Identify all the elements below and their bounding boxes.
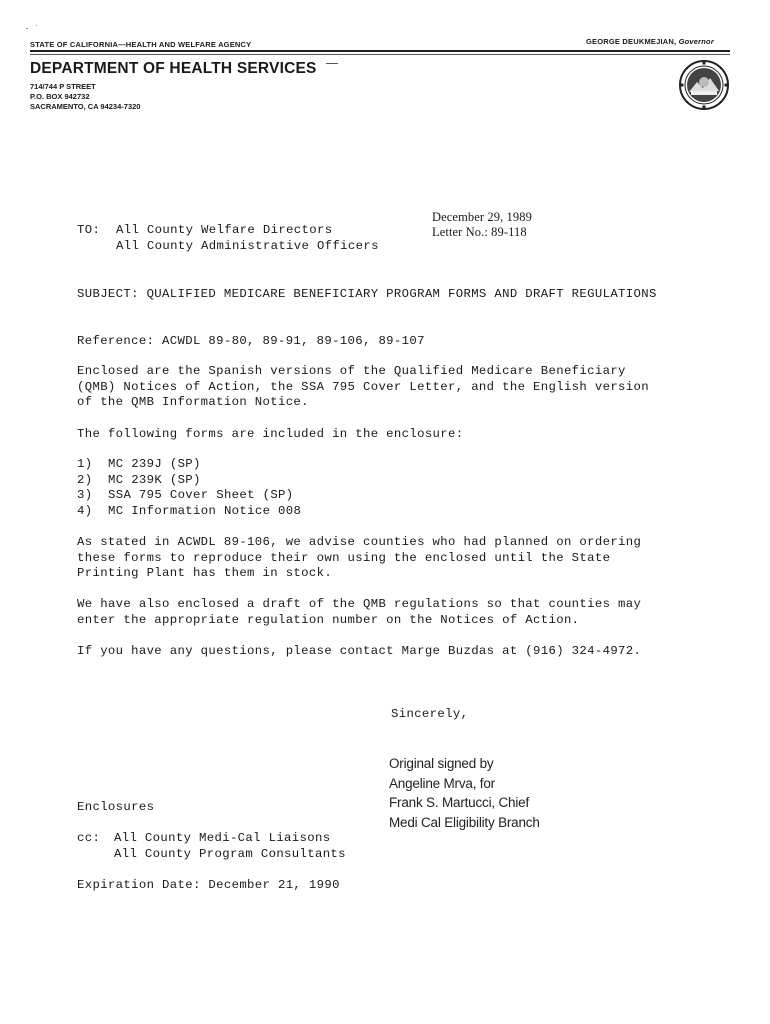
governor-title: Governor: [678, 37, 714, 46]
agency-line: STATE OF CALIFORNIA—HEALTH AND WELFARE AGENCY: [30, 40, 252, 49]
to-recipient: All County Welfare Directors: [116, 223, 333, 237]
paragraph-line: these forms to reproduce their own using the enclosed until the State: [77, 550, 611, 565]
closing: Sincerely,: [391, 707, 469, 721]
enclosures-label: Enclosures: [77, 800, 155, 814]
list-item-number: 1): [77, 457, 93, 471]
paragraph-line: enter the appropriate regulation number on the Notices of Action.: [77, 612, 580, 627]
expiration-date: Expiration Date: December 21, 1990: [77, 878, 340, 892]
address-line: 714/744 P STREET: [30, 82, 96, 91]
subject-line: SUBJECT: QUALIFIED MEDICARE BENEFICIARY PROGRAM FORMS AND DRAFT REGULATIONS: [77, 287, 657, 301]
reference-line: Reference: ACWDL 89-80, 89-91, 89-106, 89-107: [77, 334, 425, 348]
paragraph-stated: [77, 535, 641, 582]
address-line: SACRAMENTO, CA 94234-7320: [30, 102, 141, 111]
to-recipient: All County Administrative Officers: [116, 238, 379, 253]
scan-speck: [26, 28, 28, 29]
paragraph-line: of the QMB Information Notice.: [77, 395, 309, 409]
paragraph-draft: [77, 597, 641, 628]
governor-name: [586, 37, 714, 46]
signature-line: Medi Cal Eligibility Branch: [389, 814, 540, 830]
list-item-text: MC 239J (SP): [108, 457, 201, 471]
paragraph-contact: If you have any questions, please contact Marge Buzdas at (916) 324-4972.: [77, 644, 642, 658]
state-seal-icon: [679, 60, 729, 110]
list-item-text: MC Information Notice 008: [108, 503, 302, 518]
paragraph-line: (QMB) Notices of Action, the SSA 795 Cover Letter, and the English version: [77, 379, 649, 394]
signature-block: [389, 754, 540, 832]
cc-recipients: [114, 831, 346, 862]
letter-date: December 29, 1989: [432, 210, 532, 224]
governor-name-text: GEORGE DEUKMEJIAN,: [586, 37, 677, 46]
letter-number: Letter No.: 89-118: [432, 225, 527, 239]
cc-recipient: All County Medi-Cal Liaisons: [114, 831, 331, 845]
address-line: P.O. BOX 942732: [30, 92, 90, 101]
to-recipients: [116, 223, 379, 254]
date-block: [432, 210, 532, 240]
header-rule: [30, 50, 730, 52]
list-item: [77, 488, 301, 504]
to-label: TO:: [77, 223, 101, 237]
list-item-number: 3): [77, 488, 93, 502]
list-item: [77, 457, 301, 473]
list-item-number: 2): [77, 472, 93, 487]
short-dash: [326, 63, 338, 64]
list-item: [77, 473, 301, 489]
department-address: [30, 82, 140, 112]
list-item-text: MC 239K (SP): [108, 472, 201, 487]
header-rule-thin: [30, 54, 730, 55]
cc-recipient: All County Program Consultants: [114, 846, 346, 861]
list-item-number: 4): [77, 503, 93, 518]
paragraph-line: Enclosed are the Spanish versions of the Qualified Medicare Beneficiary: [77, 364, 626, 378]
paragraph-line: As stated in ACWDL 89-106, we advise counties who had planned on ordering: [77, 535, 642, 549]
signature-line: Frank S. Martucci, Chief: [389, 795, 529, 810]
signature-line: Angeline Mrva, for: [389, 775, 495, 791]
forms-list: [77, 457, 301, 519]
list-item: [77, 504, 301, 520]
cc-label: cc:: [77, 831, 101, 845]
scan-speck: [36, 25, 37, 26]
department-name: DEPARTMENT OF HEALTH SERVICES: [30, 60, 317, 77]
paragraph-enclosed: [77, 364, 649, 411]
list-item-text: SSA 795 Cover Sheet (SP): [108, 488, 294, 502]
paragraph-line: We have also enclosed a draft of the QMB regulations so that counties may: [77, 597, 642, 611]
signature-line: Original signed by: [389, 756, 494, 771]
forms-intro: The following forms are included in the enclosure:: [77, 427, 464, 441]
paragraph-line: Printing Plant has them in stock.: [77, 566, 333, 580]
